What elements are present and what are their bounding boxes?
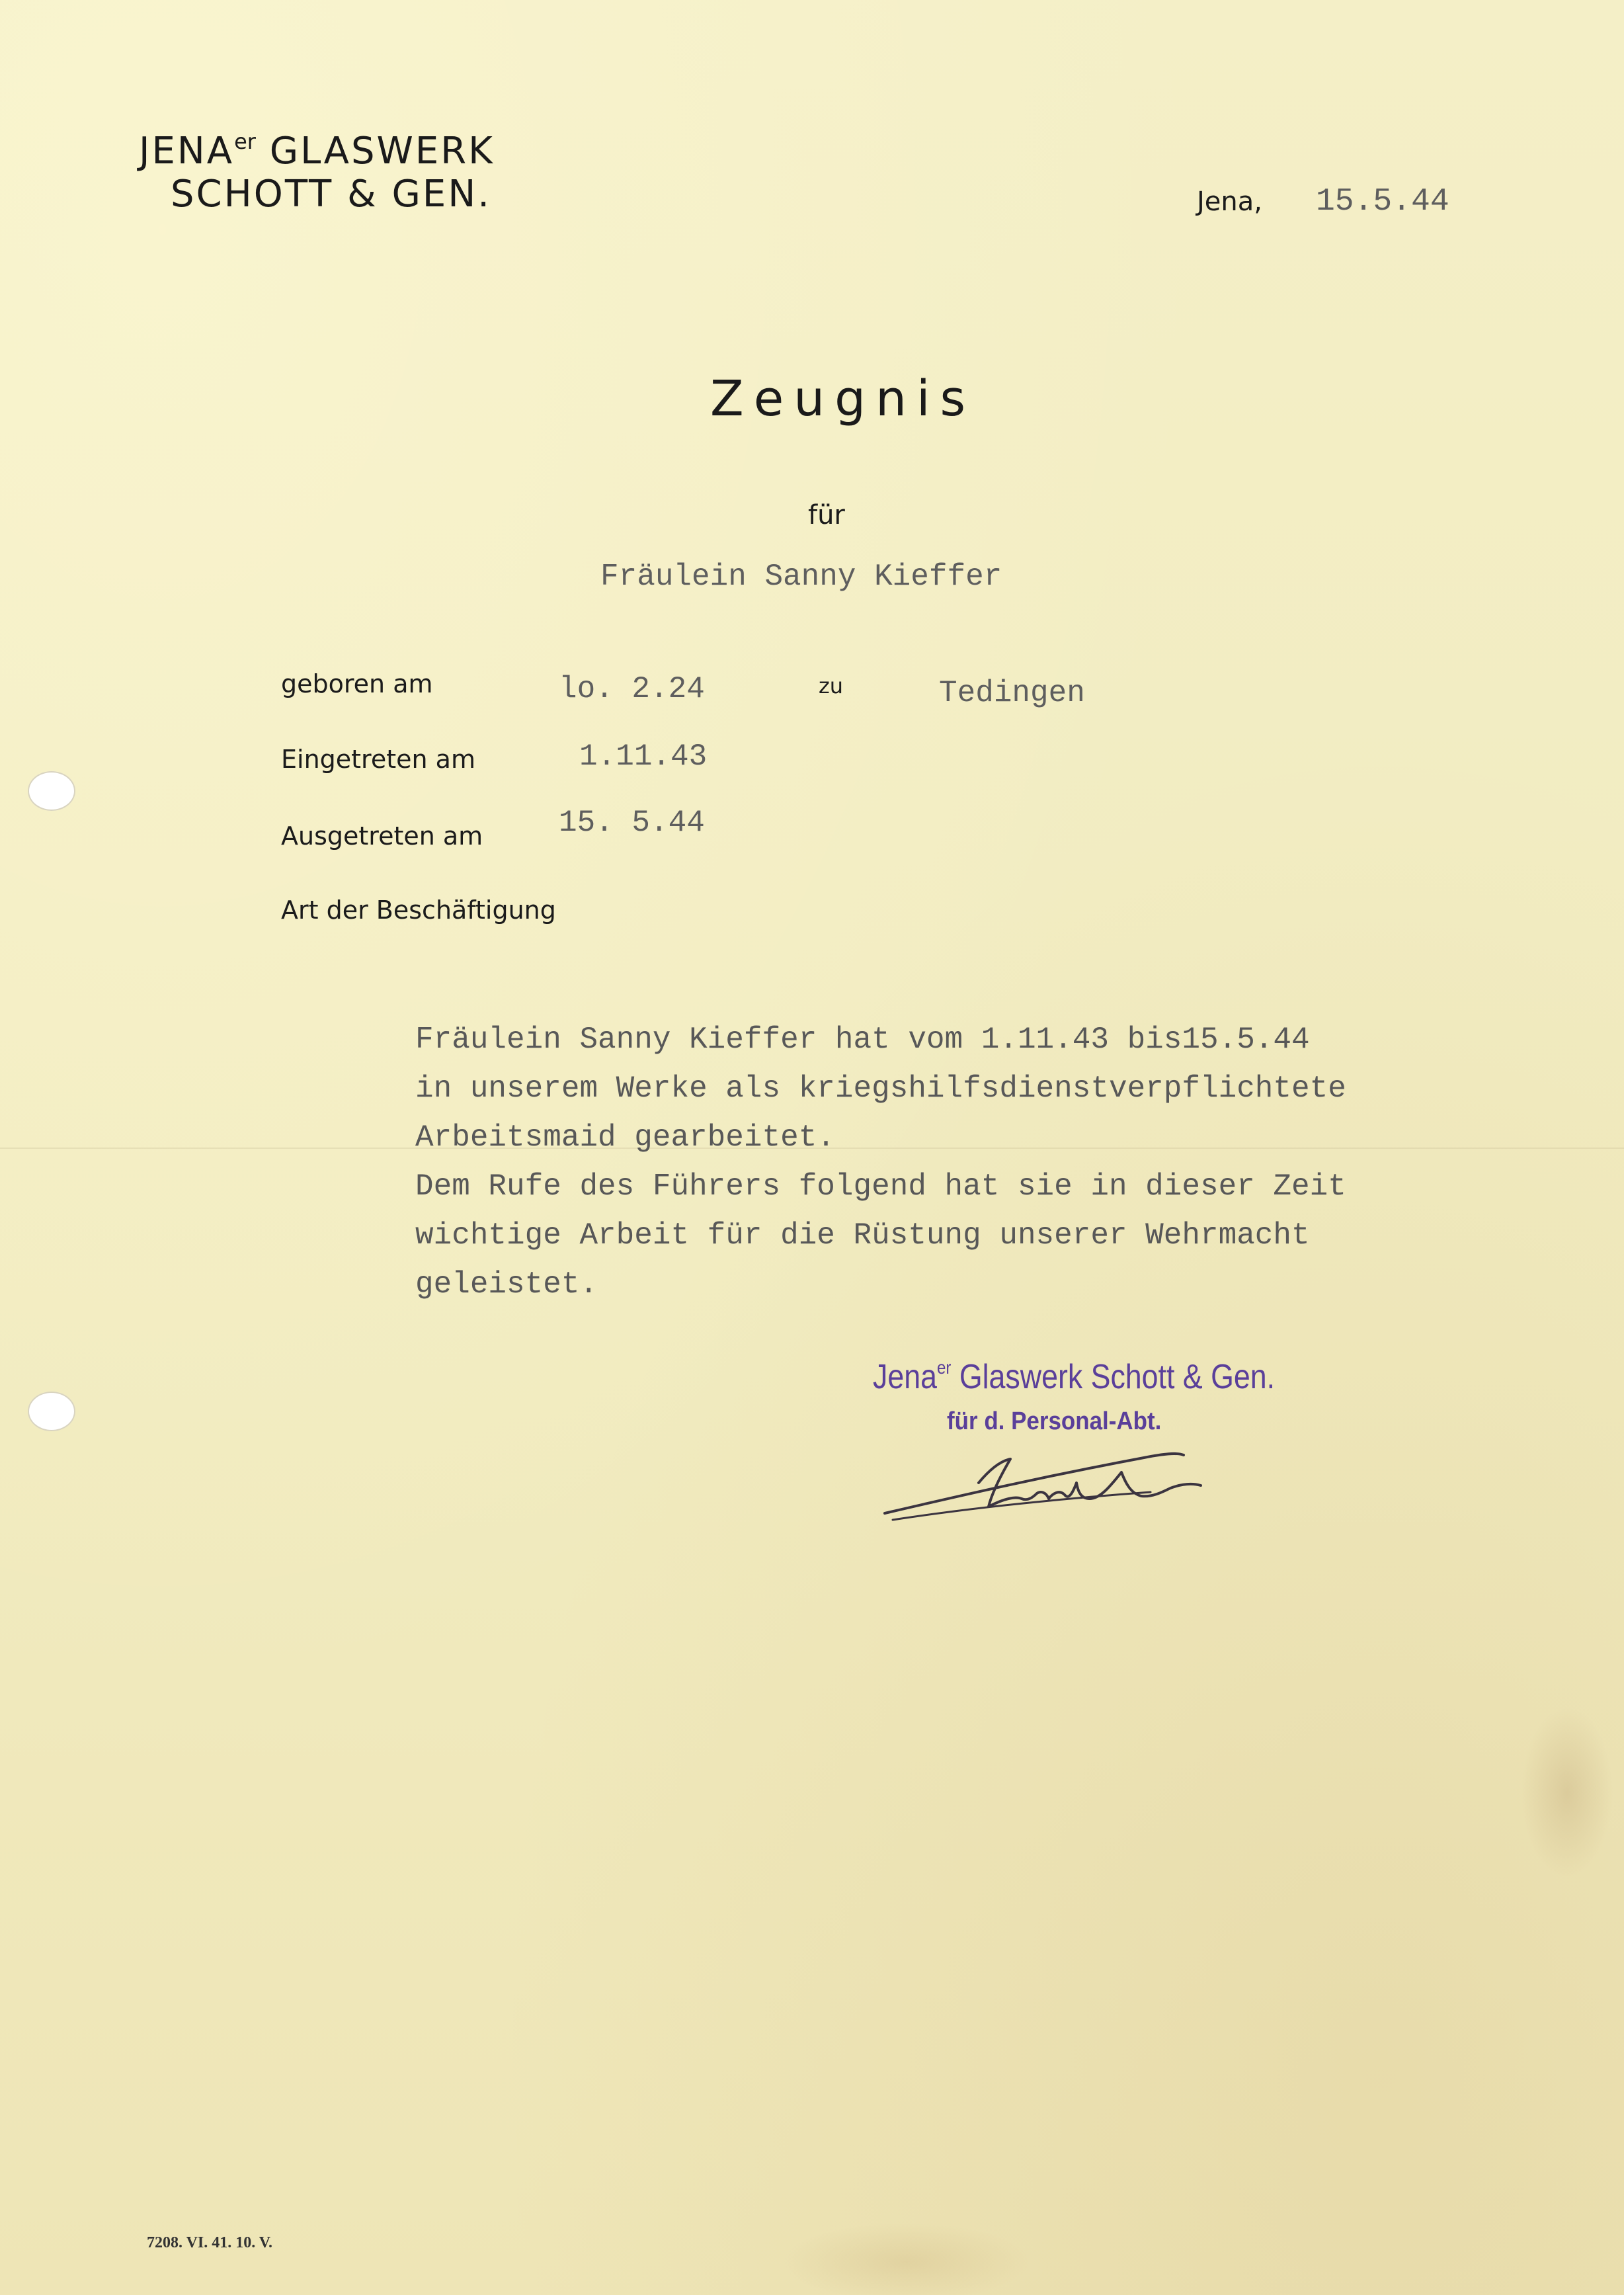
document-title: Zeugnis (710, 370, 976, 427)
body-line-2: in unserem Werke als kriegshilfsdienstverpflichtete (415, 1071, 1346, 1106)
date-value: 15.5.44 (1316, 184, 1449, 220)
birthplace-label: zu (819, 673, 844, 698)
body-line-6: geleistet. (415, 1267, 598, 1302)
body-line-3: Arbeitsmaid gearbeitet. (415, 1120, 835, 1155)
entered-value: 1.11.43 (579, 739, 708, 774)
signature-image (879, 1435, 1223, 1528)
letterhead-line-2: SCHOTT & GEN. (171, 173, 492, 216)
recipient-name: Fräulein Sanny Kieffer (600, 560, 1002, 594)
letterhead-line-1: $JENA^{er}$ GLASWERK (139, 129, 495, 173)
body-line-1: Fräulein Sanny Kieffer hat vom 1.11.43 bis15.5.44 (415, 1022, 1310, 1057)
paper-stain (1521, 1706, 1613, 1878)
punch-hole-top (28, 771, 75, 811)
birthplace-value: Tedingen (939, 676, 1085, 710)
place-label: Jena, (1197, 187, 1262, 217)
fuer-label: für (808, 500, 845, 530)
left-label: Ausgetreten am (281, 821, 483, 851)
paper-stain (780, 2222, 1032, 2295)
left-value: 15. 5.44 (559, 806, 705, 840)
job-label: Art der Beschäftigung (281, 896, 556, 925)
punch-hole-bottom (28, 1392, 75, 1431)
company-stamp-line-1: Jena$^{er}$ Glaswerk Schott & Gen. (873, 1357, 1276, 1396)
entered-label: Eingetreten am (281, 745, 475, 774)
print-code: 7208. VI. 41. 10. V. (147, 2234, 273, 2251)
born-value: lo. 2.24 (559, 672, 705, 706)
born-label: geboren am (281, 669, 433, 698)
body-line-5: wichtige Arbeit für die Rüstung unserer Wehrmacht (415, 1218, 1310, 1253)
company-stamp-line-2: für d. Personal-Abt. (947, 1407, 1162, 1435)
body-line-4: Dem Rufe des Führers folgend hat sie in dieser Zeit (415, 1169, 1346, 1204)
